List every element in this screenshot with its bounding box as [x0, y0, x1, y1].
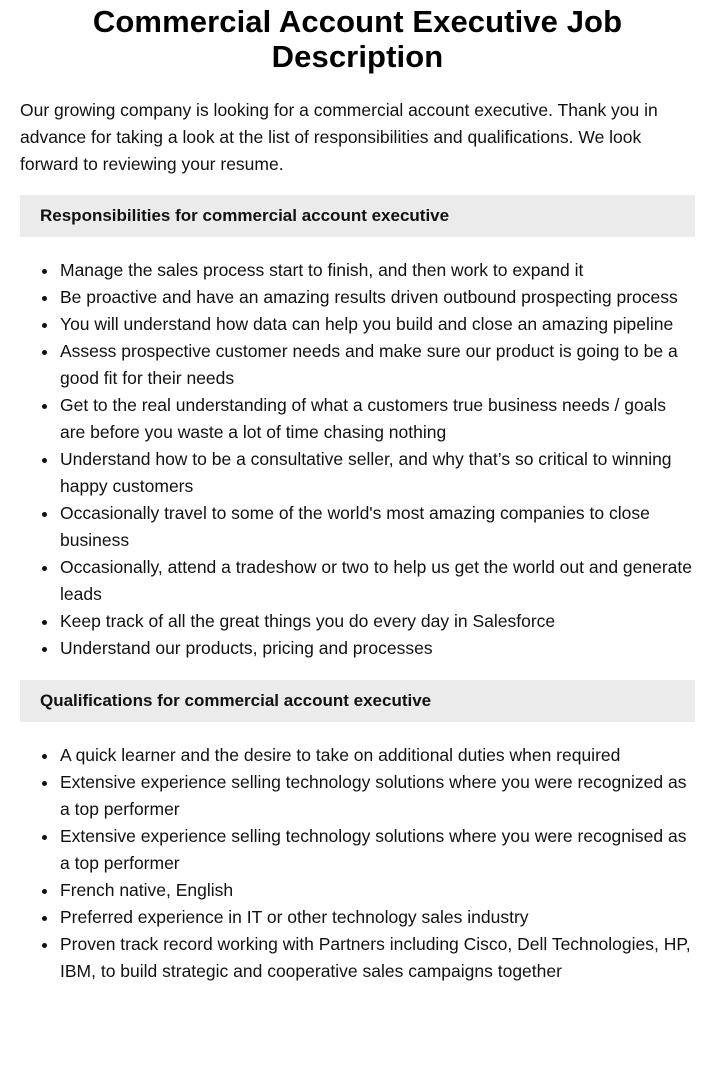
list-item: You will understand how data can help you build and close an amazing pipeline: [60, 311, 695, 338]
intro-paragraph: Our growing company is looking for a commercial account executive. Thank you in advance for taking a look at the list of responsibilities and qualifications. We look forward to reviewing your resume.: [20, 100, 658, 174]
list-item: Extensive experience selling technology solutions where you were recognised as a top performer: [60, 823, 695, 877]
list-item: Occasionally, attend a tradeshow or two to help us get the world out and generate leads: [60, 554, 695, 608]
qualifications-list: [20, 742, 695, 985]
qualifications-heading: Qualifications for commercial account executive: [20, 680, 695, 722]
list-item: Occasionally travel to some of the world's most amazing companies to close business: [60, 500, 695, 554]
list-item: Be proactive and have an amazing results driven outbound prospecting process: [60, 284, 695, 311]
list-item: Understand our products, pricing and processes: [60, 635, 695, 662]
list-item: Get to the real understanding of what a customers true business needs / goals are before you waste a lot of time chasing nothing: [60, 392, 695, 446]
list-item: Proven track record working with Partners including Cisco, Dell Technologies, HP, IBM, to build strategic and cooperative sales campaigns together: [60, 931, 695, 985]
list-item: Keep track of all the great things you do every day in Salesforce: [60, 608, 695, 635]
page-title: Commercial Account Executive Job Description: [92, 4, 623, 74]
list-item: Understand how to be a consultative seller, and why that’s so critical to winning happy customers: [60, 446, 695, 500]
list-item: Assess prospective customer needs and make sure our product is going to be a good fit for their needs: [60, 338, 695, 392]
list-item: Extensive experience selling technology solutions where you were recognized as a top performer: [60, 769, 695, 823]
list-item: French native, English: [60, 877, 695, 904]
responsibilities-list: [20, 257, 695, 662]
list-item: Preferred experience in IT or other technology sales industry: [60, 904, 695, 931]
list-item: Manage the sales process start to finish, and then work to expand it: [60, 257, 695, 284]
list-item: A quick learner and the desire to take on additional duties when required: [60, 742, 695, 769]
responsibilities-heading: Responsibilities for commercial account executive: [20, 195, 695, 237]
